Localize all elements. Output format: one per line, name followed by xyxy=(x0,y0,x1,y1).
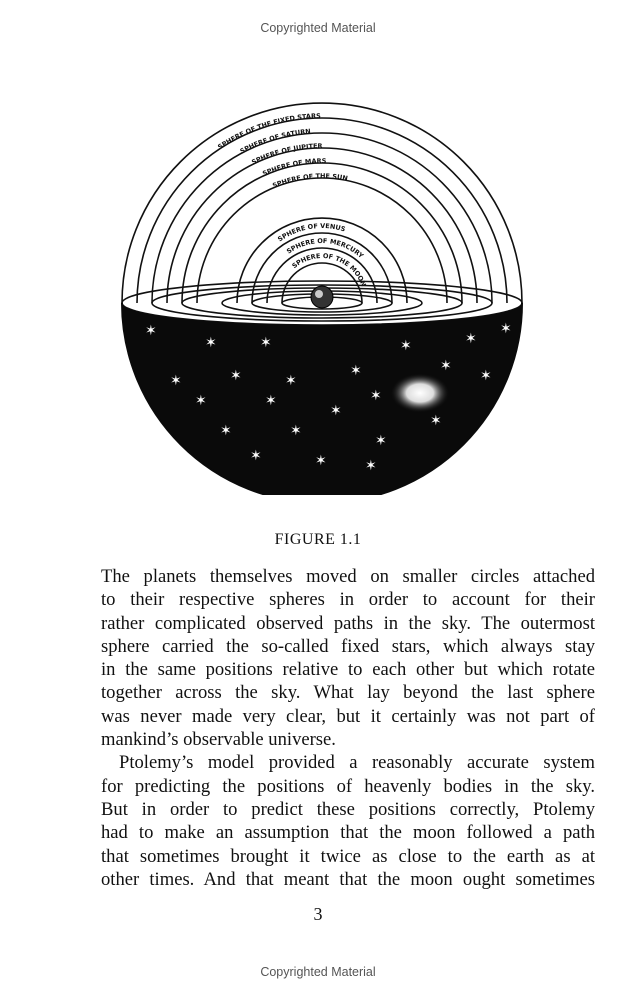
svg-text:✶: ✶ xyxy=(400,338,412,354)
svg-text:✶: ✶ xyxy=(230,368,242,384)
figure-caption: FIGURE 1.1 xyxy=(274,531,362,548)
svg-text:✶: ✶ xyxy=(220,423,232,439)
text-line: had to make an assumption that the moon followed a path xyxy=(101,822,595,844)
text-line: together across the sky. What lay beyond the last sphere xyxy=(101,682,595,704)
text-line: in the same positions relative to each other but which rotate xyxy=(101,659,595,681)
svg-text:SPHERE OF MARS: SPHERE OF MARS xyxy=(261,157,327,178)
sphere-labels xyxy=(216,112,367,288)
body-text xyxy=(101,565,595,891)
svg-text:✶: ✶ xyxy=(205,335,217,351)
text-line: But in order to predict these positions correctly, Ptolemy xyxy=(101,798,595,820)
copyright-watermark-bottom: Copyrighted Material xyxy=(260,965,376,979)
text-line: mankind’s observable universe. xyxy=(101,729,336,751)
text-line: The planets themselves moved on smaller circles attached xyxy=(101,566,595,587)
svg-text:SPHERE OF MERCURY: SPHERE OF MERCURY xyxy=(285,236,366,260)
svg-text:✶: ✶ xyxy=(430,413,442,429)
svg-text:SPHERE OF THE FIXED STARS: SPHERE OF THE FIXED STARS xyxy=(216,111,321,152)
svg-text:✶: ✶ xyxy=(350,363,362,379)
ptolemaic-universe-figure xyxy=(100,85,540,495)
text-line: was never made very clear, but it certainly was not part of xyxy=(101,705,595,727)
text-line: Ptolemy’s model provided a reasonably accurate system xyxy=(119,752,595,774)
paragraph-1 xyxy=(101,565,595,751)
svg-text:✶: ✶ xyxy=(260,335,272,351)
svg-text:✶: ✶ xyxy=(145,323,157,339)
svg-text:✶: ✶ xyxy=(315,453,327,469)
text-line: sphere carried the so-called fixed stars, which always stay xyxy=(101,635,595,657)
text-line: to their respective spheres in order to account for their xyxy=(101,589,595,611)
svg-text:✶: ✶ xyxy=(330,403,342,419)
text-line: that sometimes brought it twice as close to the earth as at xyxy=(101,845,595,867)
text-line: rather complicated observed paths in the sky. The outermost xyxy=(101,612,595,634)
copyright-watermark-top: Copyrighted Material xyxy=(260,21,376,35)
galaxy-glow xyxy=(390,373,450,413)
svg-text:✶: ✶ xyxy=(500,321,512,337)
svg-text:✶: ✶ xyxy=(265,393,277,409)
svg-text:✶: ✶ xyxy=(465,331,477,347)
svg-text:✶: ✶ xyxy=(170,373,182,389)
page-number: 3 xyxy=(313,904,323,924)
svg-text:✶: ✶ xyxy=(290,423,302,439)
svg-text:SPHERE OF THE MOON: SPHERE OF THE MOON xyxy=(290,251,368,288)
svg-text:✶: ✶ xyxy=(370,388,382,404)
svg-text:✶: ✶ xyxy=(365,458,377,474)
text-line: other times. And that meant that the moon ought sometimes xyxy=(101,868,595,890)
earth-icon xyxy=(311,286,333,308)
svg-text:✶: ✶ xyxy=(480,368,492,384)
svg-text:✶: ✶ xyxy=(250,448,262,464)
paragraph-2 xyxy=(101,751,595,891)
svg-text:✶: ✶ xyxy=(375,433,387,449)
svg-text:✶: ✶ xyxy=(440,358,452,374)
svg-text:✶: ✶ xyxy=(195,393,207,409)
svg-text:SPHERE OF THE SUN: SPHERE OF THE SUN xyxy=(271,172,349,190)
text-line: for predicting the positions of heavenly bodies in the sky. xyxy=(101,775,595,797)
svg-text:SPHERE OF VENUS: SPHERE OF VENUS xyxy=(276,221,347,244)
svg-text:SPHERE OF SATURN: SPHERE OF SATURN xyxy=(238,127,312,156)
svg-text:SPHERE OF JUPITER: SPHERE OF JUPITER xyxy=(250,142,323,167)
svg-text:✶: ✶ xyxy=(285,373,297,389)
